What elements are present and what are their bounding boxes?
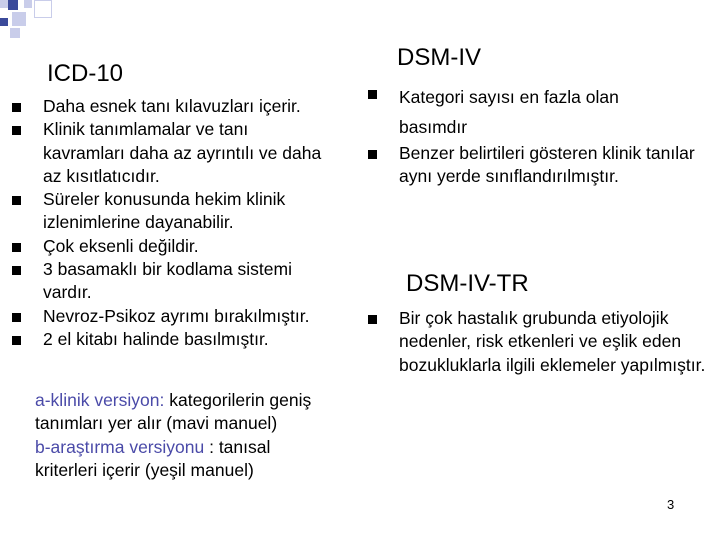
icd10-list (12, 95, 334, 351)
clinical-version-text: kategorilerin geniş tanımları yer alır (mavi manuel) (35, 390, 312, 434)
icd10-heading: ICD-10 (47, 60, 124, 87)
clinical-version-note (35, 389, 320, 436)
deco-square (0, 0, 8, 8)
bullet-square-icon (12, 336, 21, 345)
list-item-text: 3 basamaklı bir kodlama sistemi vardır. (43, 259, 292, 303)
deco-square (24, 0, 32, 8)
list-item (12, 305, 334, 328)
clinical-version-label: a-klinik versiyon: (35, 390, 165, 410)
research-version-text: : tanısal kriterleri içerir (yeşil manuel) (35, 436, 271, 480)
bullet-square-icon (12, 313, 21, 322)
dsm4tr-heading: DSM-IV-TR (406, 270, 529, 297)
bullet-square-icon (368, 150, 377, 159)
dsm4-heading: DSM-IV (397, 44, 481, 71)
bullet-square-icon (12, 103, 21, 112)
dsm4tr-list (368, 307, 708, 377)
bullet-square-icon (12, 126, 21, 135)
list-item (12, 118, 334, 188)
bullet-square-icon (368, 90, 377, 99)
research-version-label: b-araştırma versiyonu (35, 436, 205, 457)
deco-square (0, 18, 8, 26)
list-item-text: Daha esnek tanı kılavuzları içerir. (43, 96, 301, 116)
list-item (368, 82, 679, 142)
list-item-text: Süreler konusunda hekim klinik izlenimlerine dayanabilir. (43, 189, 286, 233)
list-item-text: Benzer belirtileri gösteren klinik tanılar aynı yerde sınıflandırılmıştır. (399, 143, 695, 187)
manual-versions (35, 389, 320, 482)
deco-square (10, 28, 20, 38)
list-item (368, 142, 720, 189)
list-item-text: Kategori sayısı en fazla olan basımdır (399, 87, 619, 137)
bullet-square-icon (12, 196, 21, 205)
list-item (12, 258, 334, 305)
list-item-text: Klinik tanımlamalar ve tanı kavramları daha az ayrıntılı ve daha az kısıtlatıcıdır. (43, 119, 322, 186)
dsm4-list (368, 82, 720, 189)
bullet-square-icon (12, 266, 21, 275)
page-number: 3 (667, 497, 675, 512)
list-item (12, 235, 334, 258)
deco-square (8, 0, 18, 10)
deco-square (34, 0, 52, 18)
list-item-text: Bir çok hastalık grubunda etiyolojik nedenler, risk etkenleri ve eşlik eden bozukluklarla ilgili eklemeler yapılmıştır. (399, 308, 706, 375)
list-item (368, 307, 708, 377)
list-item (12, 328, 334, 351)
list-item (12, 95, 334, 118)
list-item-text: Çok eksenli değildir. (43, 235, 199, 256)
research-version-note (35, 436, 320, 483)
bullet-square-icon (12, 243, 21, 252)
decorative-squares (0, 0, 720, 40)
list-item (12, 188, 334, 235)
list-item-text: Nevroz-Psikoz ayrımı bırakılmıştır. (43, 305, 310, 326)
bullet-square-icon (368, 315, 377, 324)
deco-square (12, 12, 26, 26)
list-item-text: 2 el kitabı halinde basılmıştır. (43, 328, 269, 349)
